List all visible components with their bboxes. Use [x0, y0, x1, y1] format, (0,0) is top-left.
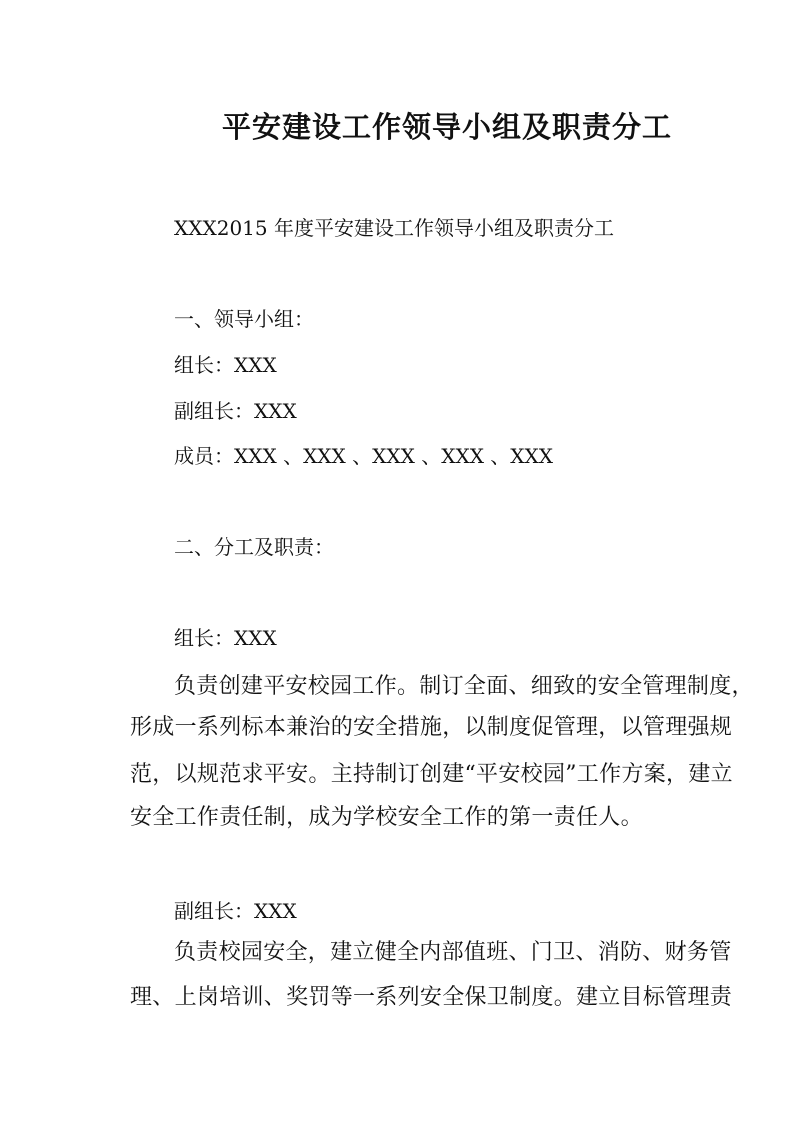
deputy-line: 副组长：XXX	[174, 399, 297, 423]
leader-duty-line: 范，以规范求平安。主持制订创建“平安校园”工作方案，建立	[130, 762, 733, 787]
members-line: 成员：XXX 、XXX 、XXX 、XXX 、XXX	[174, 444, 554, 468]
leader-duty-line: 安全工作责任制，成为学校安全工作的第一责任人。	[130, 805, 643, 830]
deputy-duty-line: 负责校园安全，建立健全内部值班、门卫、消防、财务管	[174, 940, 732, 965]
section1-heading: 一、领导小组：	[174, 307, 314, 331]
leader-duty-line: 形成一系列标本兼治的安全措施，以制度促管理，以管理强规	[130, 715, 733, 740]
deputy-duty-line: 理、上岗培训、奖罚等一系列安全保卫制度。建立目标管理责	[130, 985, 733, 1010]
document-subtitle: XXX2015 年度平安建设工作领导小组及职责分工	[174, 216, 614, 240]
section2-deputy-label: 副组长：XXX	[174, 899, 297, 923]
section2-leader-label: 组长：XXX	[174, 626, 277, 650]
document-title: 平安建设工作领导小组及职责分工	[222, 110, 673, 144]
leader-duty-line: 负责创建平安校园工作。制订全面、细致的安全管理制度，	[174, 674, 754, 699]
leader-line: 组长：XXX	[174, 353, 277, 377]
section2-heading: 二、分工及职责：	[174, 535, 334, 559]
